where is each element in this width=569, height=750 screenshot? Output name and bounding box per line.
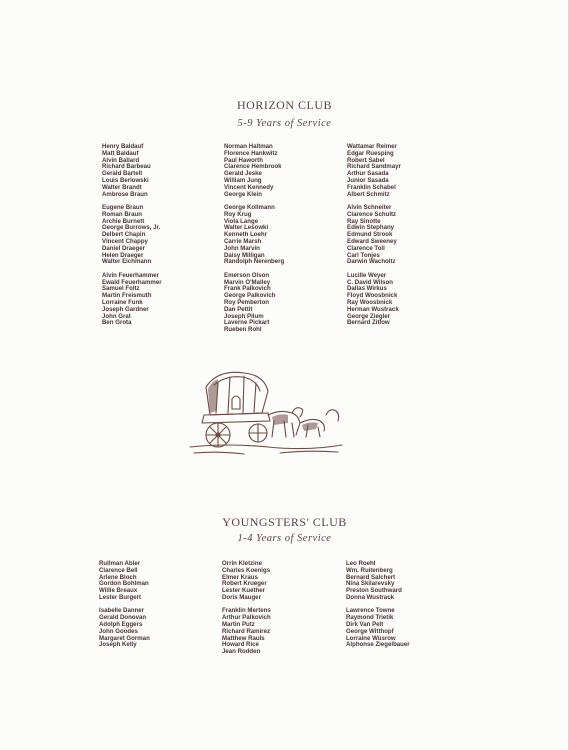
member-name: John Goodes bbox=[99, 627, 138, 635]
member-name: Elmer Kraus bbox=[222, 573, 258, 581]
name-group bbox=[347, 273, 401, 327]
member-name: Adolph Eggers bbox=[99, 620, 143, 628]
youngsters-column-2 bbox=[222, 561, 271, 663]
member-name: Matt Baldauf bbox=[102, 149, 139, 157]
member-name: Gerald Donovan bbox=[99, 614, 147, 622]
member-name: Dirk Van Pelt bbox=[346, 620, 384, 628]
member-name: Walter Brandt bbox=[102, 183, 142, 191]
member-name: Daisy Milligan bbox=[224, 251, 265, 259]
member-name: Junior Sasada bbox=[347, 176, 389, 184]
member-name: Daniel Draeger bbox=[102, 244, 146, 252]
member-name: Joseph Kelly bbox=[99, 641, 137, 649]
member-name: Ray Woosbnick bbox=[347, 298, 393, 306]
member-name: Willie Breaux bbox=[99, 587, 138, 595]
member-name: Henry Baldauf bbox=[102, 143, 144, 150]
name-group bbox=[222, 608, 271, 656]
member-name: Bernard Zitlow bbox=[347, 319, 390, 327]
member-name: Rueben Rohl bbox=[224, 326, 262, 334]
member-name: Bernard Salchert bbox=[346, 573, 396, 581]
member-name: Samuel Foltz bbox=[102, 285, 140, 293]
name-group bbox=[346, 561, 410, 602]
member-name: Lester Burgert bbox=[99, 593, 141, 601]
member-name: Robert Sabel bbox=[347, 156, 385, 164]
youngsters-club-subtitle: 1-4 Years of Service bbox=[237, 533, 332, 544]
member-name: John Grat bbox=[102, 312, 131, 320]
member-name: Viola Lange bbox=[224, 217, 259, 225]
member-name: Howard Rice bbox=[222, 641, 259, 649]
member-name: George Palkovich bbox=[224, 292, 276, 300]
member-name: Martin Putz bbox=[222, 620, 255, 628]
member-name: Louis Berlowski bbox=[102, 176, 149, 184]
name-group bbox=[102, 273, 162, 327]
member-name: Randolph Nerenberg bbox=[224, 258, 285, 266]
name-group bbox=[224, 205, 284, 266]
member-name: Clarence Bell bbox=[99, 566, 138, 574]
member-name: Edmund Strook bbox=[347, 231, 393, 239]
member-name: Wm. Ruitenberg bbox=[346, 566, 393, 574]
member-name: Richard Barbeau bbox=[102, 163, 151, 171]
member-name: Alvin Ballard bbox=[102, 156, 140, 164]
member-name: Albert Schmitz bbox=[347, 190, 390, 198]
member-name: Jean Rodden bbox=[222, 648, 261, 656]
name-group bbox=[99, 561, 150, 602]
member-name: George Burrows, Jr. bbox=[102, 224, 161, 232]
member-name: Lorraine Wusrow bbox=[346, 634, 396, 642]
member-name: Carrie Marsh bbox=[224, 237, 262, 245]
member-name: Franklin Mertens bbox=[222, 607, 271, 615]
name-group bbox=[224, 273, 284, 334]
member-name: Edwin Stephany bbox=[347, 224, 395, 232]
name-group bbox=[347, 144, 401, 198]
member-name: Vincent Kennedy bbox=[224, 183, 274, 191]
member-name: Martin Freismuth bbox=[102, 292, 152, 300]
member-name: Floyd Woosbnick bbox=[347, 292, 398, 300]
youngsters-column-3 bbox=[346, 561, 410, 656]
member-name: Charles Koenigs bbox=[222, 566, 271, 574]
member-name: Ewald Feuerhammer bbox=[102, 278, 162, 286]
member-name: Gordon Bohlman bbox=[99, 580, 149, 588]
member-name: Eugene Braun bbox=[102, 203, 144, 211]
member-name: Dallas Wirkus bbox=[347, 285, 387, 293]
member-name: Isabelle Danner bbox=[99, 607, 145, 615]
youngsters-club-title: YOUNGSTERS' CLUB bbox=[222, 515, 347, 529]
member-name: Arthur Palkovich bbox=[222, 614, 271, 622]
member-name: George Witthopf bbox=[346, 627, 394, 635]
horizon-club-title: HORIZON CLUB bbox=[237, 98, 332, 112]
member-name: Lucille Weyer bbox=[347, 271, 387, 279]
member-name: George Klein bbox=[224, 190, 262, 198]
name-group bbox=[102, 205, 162, 266]
member-name: Robert Krueger bbox=[222, 580, 267, 588]
member-name: Clarence Toll bbox=[347, 244, 385, 252]
member-name: Ben Grota bbox=[102, 319, 132, 327]
horizon-column-2 bbox=[224, 144, 284, 341]
member-name: C. David Wilson bbox=[347, 278, 393, 286]
member-name: Paul Haworth bbox=[224, 156, 263, 164]
member-name: Alphonse Ziegelbauer bbox=[346, 641, 410, 649]
member-name: John Marvin bbox=[224, 244, 260, 252]
horizon-column-3 bbox=[347, 144, 401, 334]
member-name: Ray Sinotte bbox=[347, 217, 381, 225]
member-name: Joseph Gardner bbox=[102, 305, 149, 313]
member-name: Orrin Kletzine bbox=[222, 560, 262, 567]
member-name: Delbert Chapin bbox=[102, 231, 146, 239]
member-name: Franklin Schabel bbox=[347, 183, 396, 191]
member-name: Frank Palkovich bbox=[224, 285, 271, 293]
name-group bbox=[99, 608, 150, 649]
member-name: Darwin Wacholtz bbox=[347, 258, 396, 266]
member-name: Gerald Bartelt bbox=[102, 170, 143, 178]
member-name: Helen Draeger bbox=[102, 251, 144, 259]
member-name: Archie Burnett bbox=[102, 217, 145, 225]
member-name: Gerald Jeske bbox=[224, 170, 262, 178]
name-group bbox=[102, 144, 162, 198]
member-name: Lorraine Funk bbox=[102, 298, 143, 306]
member-name: Raymond Trietik bbox=[346, 614, 394, 622]
member-name: Joseph Pilum bbox=[224, 312, 264, 320]
member-name: Matthew Rauls bbox=[222, 634, 265, 642]
member-name: Edward Sweeney bbox=[347, 237, 397, 245]
member-name: Arthur Sasada bbox=[347, 170, 389, 178]
member-name: Emerson Olson bbox=[224, 271, 270, 279]
member-name: Richard Ramirez bbox=[222, 627, 271, 635]
member-name: Marvin O'Malley bbox=[224, 278, 271, 286]
member-name: Lawrence Towne bbox=[346, 607, 395, 615]
horizon-column-1 bbox=[102, 144, 162, 334]
covered-wagon-illustration bbox=[188, 365, 344, 466]
youngsters-column-1 bbox=[99, 561, 150, 656]
member-name: Laverne Pickart bbox=[224, 319, 270, 327]
member-name: Herman Wustrack bbox=[347, 305, 399, 313]
name-group bbox=[347, 205, 401, 266]
member-name: George Kollmann bbox=[224, 203, 275, 211]
member-name: Nina Skilarevsky bbox=[346, 580, 395, 588]
member-name: Preston Southward bbox=[346, 587, 402, 595]
member-name: Clarence Hembrook bbox=[224, 163, 282, 171]
member-name: Doris Mauger bbox=[222, 593, 261, 601]
name-group bbox=[222, 561, 271, 602]
member-name: Norman Haltman bbox=[224, 143, 273, 150]
member-name: Roy Pemberton bbox=[224, 298, 270, 306]
member-name: Vincent Chappy bbox=[102, 237, 148, 245]
member-name: Roy Krug bbox=[224, 210, 252, 218]
member-name: George Ziegler bbox=[347, 312, 391, 320]
member-name: Margaret Gorman bbox=[99, 634, 150, 642]
member-name: Kenneth Loehr bbox=[224, 231, 267, 239]
member-name: Rullman Abler bbox=[99, 560, 141, 567]
member-name: Clarence Schultz bbox=[347, 210, 397, 218]
member-name: Leo Roehl bbox=[346, 560, 376, 567]
member-name: Walter Lesowki bbox=[224, 224, 269, 232]
member-name: Carl Tonjes bbox=[347, 251, 380, 259]
member-name: Dan Pettit bbox=[224, 305, 253, 313]
member-name: Edgar Ruesping bbox=[347, 149, 394, 157]
member-name: Alvin Schneiter bbox=[347, 203, 392, 211]
member-name: Lester Kuether bbox=[222, 587, 266, 595]
member-name: Alvin Feuerhammer bbox=[102, 271, 159, 279]
member-name: William Jung bbox=[224, 176, 262, 184]
member-name: Walter Eichmann bbox=[102, 258, 152, 266]
member-name: Roman Braun bbox=[102, 210, 142, 218]
member-name: Donna Wustrack bbox=[346, 593, 394, 601]
member-name: Wattamar Reimer bbox=[347, 143, 397, 150]
member-name: Richard Sandmayr bbox=[347, 163, 401, 171]
horizon-club-subtitle: 5-9 Years of Service bbox=[237, 118, 332, 129]
name-group bbox=[224, 144, 284, 198]
member-name: Arlene Bloch bbox=[99, 573, 137, 581]
member-name: Ambrose Braun bbox=[102, 190, 148, 198]
member-name: Florence Hankwitz bbox=[224, 149, 278, 157]
name-group bbox=[346, 608, 410, 649]
